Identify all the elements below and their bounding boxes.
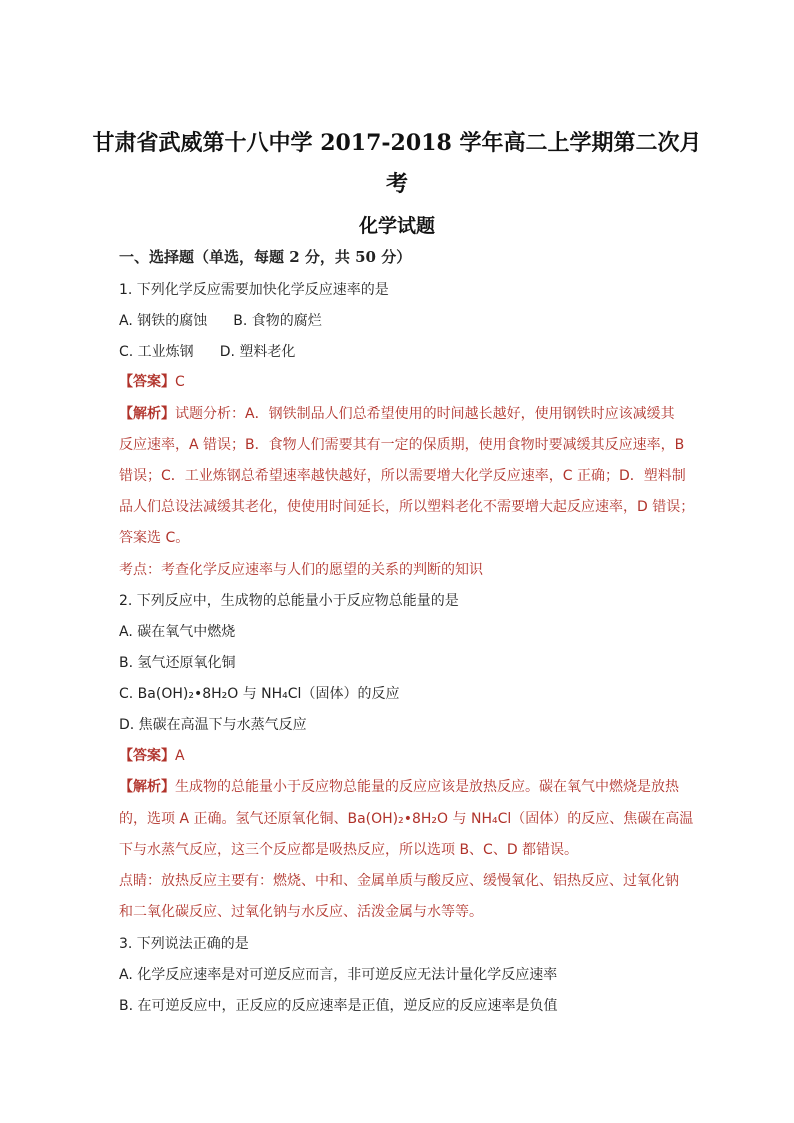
doc-subtitle: 化学试题 xyxy=(358,215,435,237)
q1-options-cd xyxy=(119,342,679,362)
q2-dianjing-line: 点睛：放热反应主要有：燃烧、中和、金属单质与酸反应、缓慢氧化、铝热反应、过氧化钠 xyxy=(119,873,679,889)
q1-answer-label: 【答案】 xyxy=(119,374,175,390)
q1-analysis-text: 试题分析：A．钢铁制品人们总希望使用的时间越长越好，使用钢铁时应该减缓其 xyxy=(175,406,675,422)
q1-option-b: B. 食物的腐烂 xyxy=(233,313,322,329)
q2-answer-value: A xyxy=(175,748,185,764)
q2-analysis-text: 生成物的总能量小于反应物总能量的反应应该是放热反应。碳在氧气中燃烧是放热 xyxy=(175,779,679,795)
q1-analysis-label: 【解析】 xyxy=(119,406,175,422)
q1-option-d: D. 塑料老化 xyxy=(219,344,296,360)
q1-analysis-line xyxy=(119,404,679,424)
q2-dianjing-line: 和二氧化碳反应、过氧化钠与水反应、活泼金属与水等等。 xyxy=(119,904,483,920)
doc-title-line2: 考 xyxy=(385,171,408,197)
q1-answer xyxy=(119,372,679,392)
q1-analysis-line: 品人们总设法减缓其老化，使使用时间延长，所以塑料老化不需要增大起反应速率，D 错误； xyxy=(119,499,695,515)
q2-option-b: B. 氢气还原氧化铜 xyxy=(119,655,236,671)
q3-option-a: A. 化学反应速率是对可逆反应而言，非可逆反应无法计量化学反应速率 xyxy=(119,967,558,983)
section-heading: 一、选择题（单选，每题 2 分，共 50 分） xyxy=(119,248,412,266)
q1-analysis-line: 答案选 C。 xyxy=(119,530,190,546)
q3-stem: 3. 下列说法正确的是 xyxy=(119,936,249,952)
q1-answer-value: C xyxy=(175,374,185,390)
q2-analysis-line: 下与水蒸气反应，这三个反应都是吸热反应，所以选项 B、C、D 都错误。 xyxy=(119,842,579,858)
q2-analysis-line: 的，选项 A 正确。氢气还原氧化铜、Ba(OH)₂•8H₂O 与 NH₄Cl（固体）的反应、焦碳在高温 xyxy=(119,811,694,827)
q3-option-b: B. 在可逆反应中，正反应的反应速率是正值，逆反应的反应速率是负值 xyxy=(119,998,558,1014)
q2-option-a: A. 碳在氧气中燃烧 xyxy=(119,624,236,640)
q2-option-d: D. 焦碳在高温下与水蒸气反应 xyxy=(119,717,307,733)
q2-option-c: C. Ba(OH)₂•8H₂O 与 NH₄Cl（固体）的反应 xyxy=(119,686,400,702)
q2-stem: 2. 下列反应中，生成物的总能量小于反应物总能量的是 xyxy=(119,593,459,609)
q1-options-ab xyxy=(119,311,679,331)
q1-option-a: A. 钢铁的腐蚀 xyxy=(119,313,208,329)
q1-analysis-line: 错误；C．工业炼钢总希望速率越快越好，所以需要增大化学反应速率，C 正确；D．塑料制 xyxy=(119,468,686,484)
q2-analysis-label: 【解析】 xyxy=(119,779,175,795)
q1-option-c: C. 工业炼钢 xyxy=(119,344,194,360)
q1-kaodian: 考点：考查化学反应速率与人们的愿望的关系的判断的知识 xyxy=(119,562,483,578)
q1-analysis-line: 反应速率，A 错误；B．食物人们需要其有一定的保质期，使用食物时要减缓其反应速率，B xyxy=(119,437,685,453)
q1-stem: 1. 下列化学反应需要加快化学反应速率的是 xyxy=(119,282,389,298)
q2-answer xyxy=(119,746,679,766)
doc-title-line1: 甘肃省武威第十八中学 2017-2018 学年高二上学期第二次月 xyxy=(92,130,702,156)
q2-analysis-line xyxy=(119,777,679,797)
q2-answer-label: 【答案】 xyxy=(119,748,175,764)
